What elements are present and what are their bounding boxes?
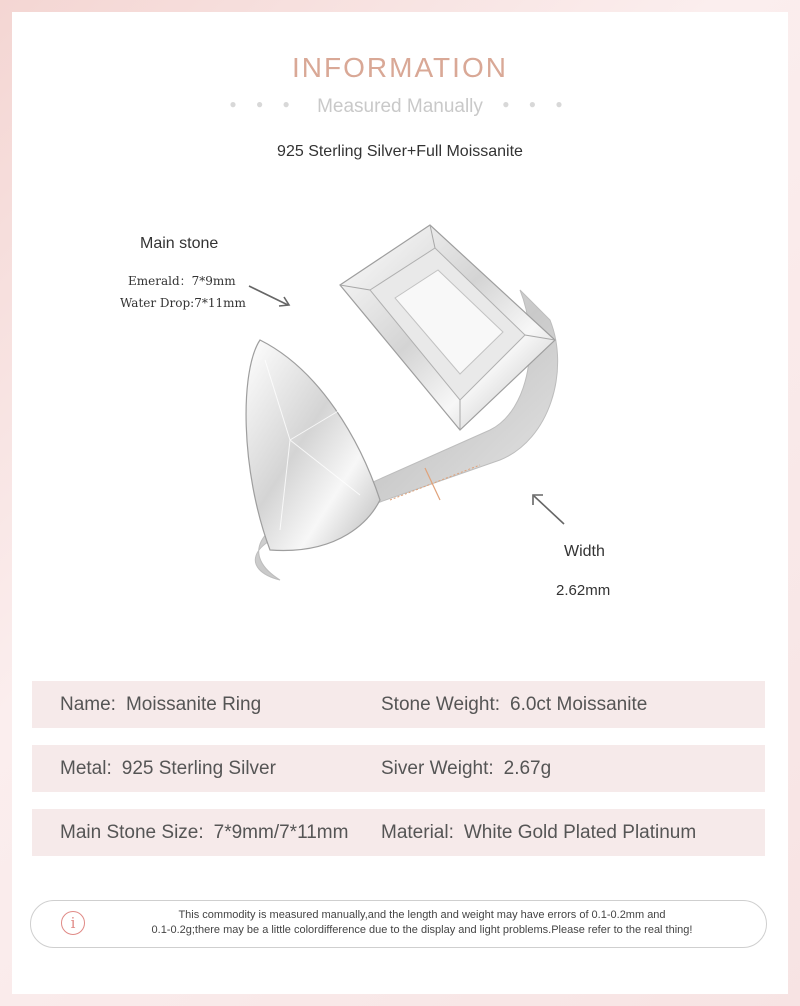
spec-label: Stone Weight:	[381, 694, 501, 715]
spec-label: Main Stone Size:	[60, 822, 204, 843]
spec-value: 2.67g	[503, 758, 552, 779]
spec-value: 7*9mm/7*11mm	[213, 822, 349, 843]
spec-row-2	[32, 745, 765, 792]
decor-dots-right: ● ● ●	[502, 97, 571, 111]
spec-value: 925 Sterling Silver	[121, 758, 276, 779]
spec-row-3	[32, 809, 765, 856]
disclaimer-line-2: 0.1-0.2g;there may be a little colordifference due to the display and light problems.Please refer to the real thing!	[151, 924, 693, 936]
spec-label: Name:	[60, 694, 116, 715]
disclaimer-text	[87, 908, 757, 938]
width-arrow-icon	[528, 490, 568, 528]
spec-material	[381, 809, 696, 856]
water-drop-spec: Water Drop:7*11mm	[120, 296, 246, 310]
spec-label: Material:	[381, 822, 454, 843]
decor-dots-left: ● ● ●	[229, 97, 298, 111]
spec-label: Siver Weight:	[381, 758, 494, 779]
page-title: INFORMATION	[292, 52, 508, 83]
spec-value: Moissanite Ring	[125, 694, 262, 715]
spec-name	[60, 681, 261, 728]
disclaimer-notice	[30, 900, 767, 948]
spec-label: Metal:	[60, 758, 112, 779]
emerald-spec: Emerald：7*9mm	[128, 274, 236, 288]
main-stone-title: Main stone	[140, 235, 219, 252]
subtitle: Measured Manually	[317, 96, 483, 117]
width-value: 2.62mm	[556, 582, 611, 599]
ring-image	[220, 210, 580, 600]
spec-value: White Gold Plated Platinum	[463, 822, 697, 843]
spec-silver-weight	[381, 745, 551, 792]
spec-row-1	[32, 681, 765, 728]
disclaimer-line-1: This commodity is measured manually,and the length and weight may have errors of 0.1-0.2mm and	[178, 909, 666, 921]
info-icon: i	[61, 911, 85, 935]
spec-metal	[60, 745, 276, 792]
material-line: 925 Sterling Silver+Full Moissanite	[277, 143, 523, 160]
spec-main-stone-size	[60, 809, 348, 856]
subtitle-row	[0, 96, 800, 118]
spec-value: 6.0ct Moissanite	[510, 694, 648, 715]
spec-stone-weight	[381, 681, 647, 728]
width-label: Width	[564, 543, 605, 560]
